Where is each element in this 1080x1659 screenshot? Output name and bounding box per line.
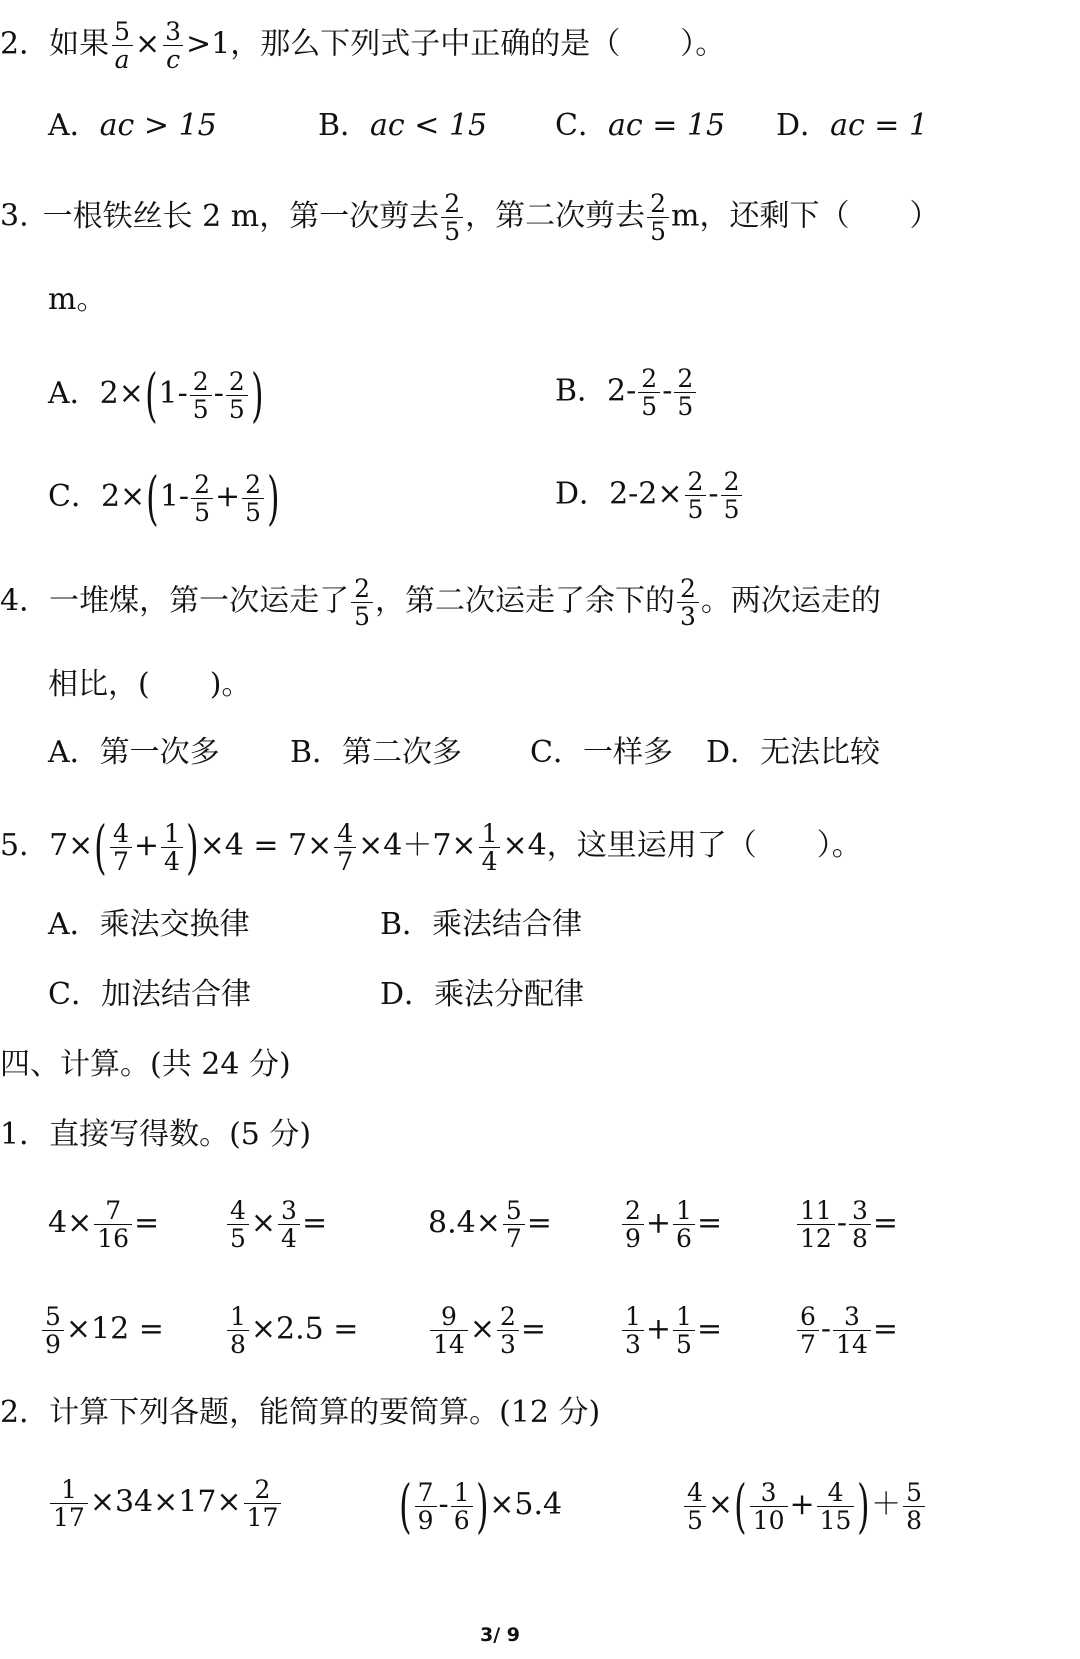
calc-expression: $\frac{4}{5}$ ×( $\frac{3}{10}$ + $\frac{4}{15}$ )＋ $\frac{5}{8}$ [682,1476,927,1536]
question-2-number: 2． [0,26,50,62]
calc-expression: ( $\frac{7}{9}$ - $\frac{1}{6}$ )×5.4 [399,1472,563,1540]
calc-item: $\frac{6}{7}$ - $\frac{3}{14}$ = [795,1303,898,1358]
option-d[interactable]: D．ac = 1 [776,108,929,143]
fraction: $\frac{7}{16}$ [94,1197,132,1252]
question-2-text: >1，那么下列式子中正确的是（ ）。 [186,26,726,62]
fraction: $\frac{3}{14}$ [833,1303,871,1358]
question-3-text: m，还剩下（ ） [671,198,940,234]
fraction: $\frac{4}{7}$ [110,820,132,875]
question-4-prefix: 一堆煤，第一次运走了 [49,583,350,619]
question-2 [0,18,725,73]
fraction: $\frac{2}{5}$ [721,468,743,523]
option-d[interactable]: D．乘法分配律 [380,977,585,1012]
fraction: $\frac{1}{17}$ [50,1476,88,1531]
option-d[interactable]: D．无法比较 [706,735,881,770]
fraction: $\frac{4}{15}$ [817,1479,855,1534]
calc-item: 4× $\frac{7}{16}$ = [48,1196,160,1253]
fraction: $\frac{2}{9}$ [622,1197,644,1252]
fraction: $\frac{1}{6}$ [673,1197,695,1252]
fraction: $\frac{1}{6}$ [451,1479,473,1534]
fraction: $\frac{5}{7}$ [503,1197,525,1252]
fraction: $\frac{2}{5}$ [226,368,248,423]
question-3 [0,190,940,245]
fraction: $\frac{2}{5}$ [674,365,696,420]
option-c[interactable]: C．加法结合律 [48,977,251,1012]
question-4-line2: 相比，( )。 [48,667,252,702]
fraction: $\frac{3}{c}$ [162,18,184,73]
fraction: $\frac{1}{3}$ [622,1303,644,1358]
option-c[interactable]: C．ac = 15 [555,108,726,143]
question-4-middle: ，第二次运走了余下的 [375,583,675,619]
option-a[interactable]: A．ac > 15 [48,108,217,143]
question-5-number: 5． [0,828,50,863]
section-4-title: 四、计算。(共 24 分) [0,1047,291,1082]
option-b[interactable]: B．ac < 15 [318,108,488,143]
calc-2-title: 2．计算下列各题，能简算的要简算。(12 分) [0,1395,601,1430]
calc-expression: $\frac{1}{17}$ ×34×17× $\frac{2}{17}$ [48,1476,283,1531]
option-b[interactable]: B．第二次多 [290,735,463,770]
fraction: $\frac{2}{5}$ [191,471,213,526]
option-a[interactable]: A．乘法交换律 [48,907,250,942]
option-c[interactable]: C．2×(1- $\frac{2}{5}$ + $\frac{2}{5}$ ) [48,464,280,532]
question-3-line2: m。 [48,282,107,317]
fraction: $\frac{9}{14}$ [430,1303,468,1358]
calc-item: $\frac{2}{9}$ + $\frac{1}{6}$ = [620,1197,722,1252]
fraction: $\frac{5}{9}$ [42,1303,64,1358]
fraction: $\frac{5}{a}$ [111,18,133,73]
fraction: $\frac{2}{17}$ [244,1476,282,1531]
fraction: $\frac{6}{7}$ [797,1303,819,1358]
question-4-number: 4． [0,583,50,619]
question-3-prefix: 一根铁丝长 2 m，第一次剪去 [42,198,440,234]
question-3-number: 3. [0,198,29,234]
calc-item: $\frac{1}{8}$ ×2.5 = [225,1303,358,1358]
fraction: $\frac{2}{5}$ [441,190,463,245]
question-4 [0,575,881,630]
fraction: $\frac{2}{5}$ [685,468,707,523]
fraction: $\frac{11}{12}$ [797,1197,835,1252]
calc-item: $\frac{4}{5}$ × $\frac{3}{4}$ = [225,1197,327,1252]
fraction: $\frac{1}{4}$ [161,820,183,875]
calc-1-title: 1．直接写得数。(5 分) [0,1117,312,1152]
calc-item: $\frac{11}{12}$ - $\frac{3}{8}$ = [795,1197,898,1252]
fraction: $\frac{4}{7}$ [334,820,356,875]
times-sign: × [135,26,161,62]
fraction: $\frac{2}{5}$ [190,368,212,423]
fraction: $\frac{7}{9}$ [415,1479,437,1534]
option-b[interactable]: B．2- $\frac{2}{5}$ - $\frac{2}{5}$ [555,365,698,420]
fraction: $\frac{3}{10}$ [750,1479,788,1534]
fraction: $\frac{3}{4}$ [278,1197,300,1252]
option-b[interactable]: B．乘法结合律 [380,907,583,942]
fraction: $\frac{2}{5}$ [638,365,660,420]
calc-item: 8.4× $\frac{5}{7}$ = [428,1196,552,1253]
fraction: $\frac{2}{5}$ [242,471,264,526]
fraction: $\frac{2}{5}$ [351,575,373,630]
option-a[interactable]: A．第一次多 [48,735,220,770]
option-a[interactable]: A．2×(1- $\frac{2}{5}$ - $\frac{2}{5}$ ) [48,361,264,429]
fraction: $\frac{1}{8}$ [227,1303,249,1358]
page-number: 3/ 9 [480,1624,520,1646]
fraction: $\frac{2}{3}$ [497,1303,519,1358]
calc-item: $\frac{9}{14}$ × $\frac{2}{3}$ = [428,1303,546,1358]
fraction: $\frac{1}{4}$ [479,820,501,875]
fraction: $\frac{3}{8}$ [849,1197,871,1252]
calc-item: $\frac{1}{3}$ + $\frac{1}{5}$ = [620,1303,722,1358]
calc-item: $\frac{5}{9}$ ×12 = [40,1303,164,1358]
fraction: $\frac{2}{3}$ [677,575,699,630]
question-3-middle: ，第二次剪去 [465,198,646,234]
fraction: $\frac{5}{8}$ [903,1479,925,1534]
option-d[interactable]: D．2-2× $\frac{2}{5}$ - $\frac{2}{5}$ [555,468,744,523]
fraction: $\frac{4}{5}$ [227,1197,249,1252]
option-c[interactable]: C．一样多 [530,735,673,770]
fraction: $\frac{4}{5}$ [684,1479,706,1534]
fraction: $\frac{2}{5}$ [647,190,669,245]
question-2-prefix: 如果 [49,26,110,62]
question-4-text: 。两次运走的 [700,583,881,619]
question-5: 5．7×( $\frac{4}{7}$ + $\frac{1}{4}$ )×4 = 7× $\frac{4}{7}$ ×4＋7× $\frac{1}{4}$ ×4，这里运用了（ ）。 [0,813,862,881]
fraction: $\frac{1}{5}$ [673,1303,695,1358]
question-5-text: ×4，这里运用了（ ）。 [502,828,862,863]
